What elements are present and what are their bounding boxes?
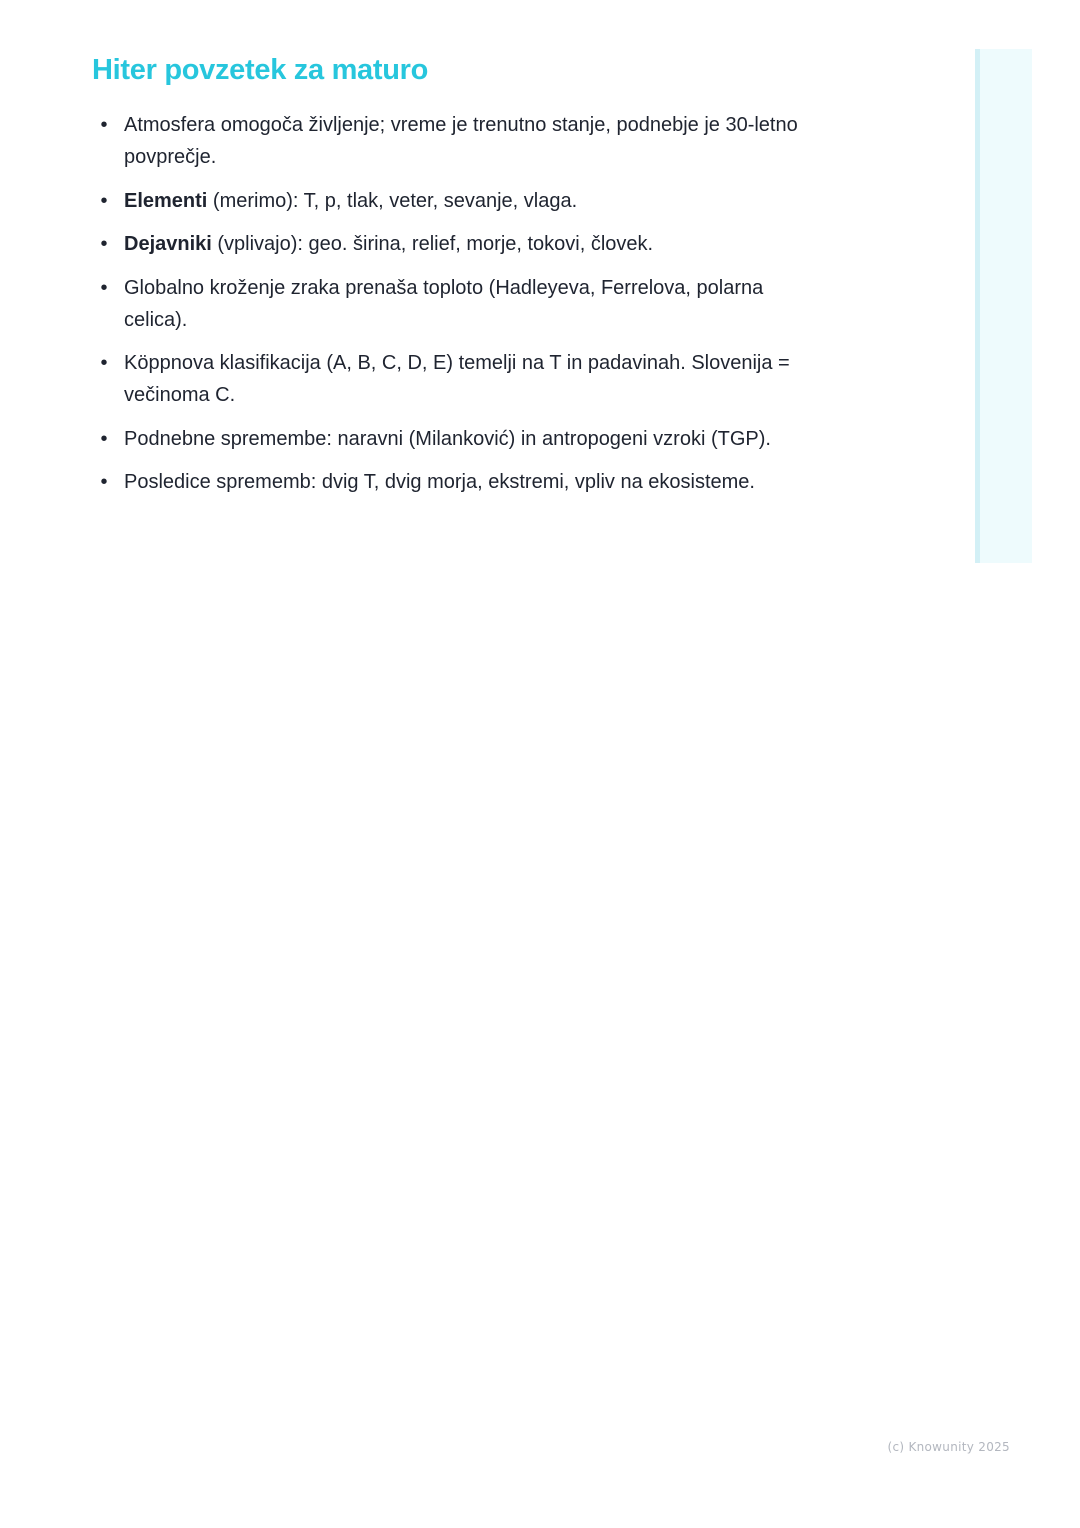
- side-margin-panel: [975, 49, 1032, 563]
- list-item: [98, 228, 818, 260]
- list-item: [98, 185, 818, 217]
- list-item: [98, 423, 818, 455]
- item-text: (vplivajo): geo. širina, relief, morje, tokovi, človek.: [211, 233, 654, 255]
- item-text: Posledice sprememb: dvig T, dvig morja, ekstremi, vpliv na ekosisteme.: [124, 471, 755, 493]
- list-item: [98, 347, 818, 411]
- bullet-icon: •: [100, 276, 108, 299]
- copyright-footer: (c) Knowunity 2025: [887, 1440, 1010, 1454]
- bullet-icon: •: [100, 189, 108, 212]
- bullet-icon: •: [100, 233, 108, 255]
- bullet-icon: •: [100, 471, 108, 493]
- item-text: Globalno kroženje zraka prenaša toploto (Hadleyeva, Ferrelova, polarna celica).: [124, 276, 764, 331]
- summary-list: [98, 109, 818, 510]
- list-item: [98, 466, 818, 498]
- bullet-icon: •: [100, 114, 108, 136]
- item-bold-term: Dejavniki: [124, 233, 212, 255]
- list-item: [98, 272, 818, 336]
- item-text: Podnebne spremembe: naravni (Milanković) in antropogeni vzroki (TGP).: [124, 427, 771, 450]
- item-text: Atmosfera omogoča življenje; vreme je trenutno stanje, podnebje je 30-letno povprečje.: [124, 114, 798, 168]
- item-text: (merimo): T, p, tlak, veter, sevanje, vlaga.: [207, 189, 578, 212]
- side-panel-accent-bar: [975, 49, 980, 563]
- item-text: Köppnova klasifikacija (A, B, C, D, E) temelji na T in padavinah. Slovenija = večinoma C.: [124, 352, 790, 406]
- bullet-icon: •: [100, 427, 108, 450]
- list-item: [98, 109, 818, 173]
- item-bold-term: Elementi: [124, 189, 208, 212]
- bullet-icon: •: [100, 352, 108, 374]
- page-title: Hiter povzetek za maturo: [92, 54, 429, 86]
